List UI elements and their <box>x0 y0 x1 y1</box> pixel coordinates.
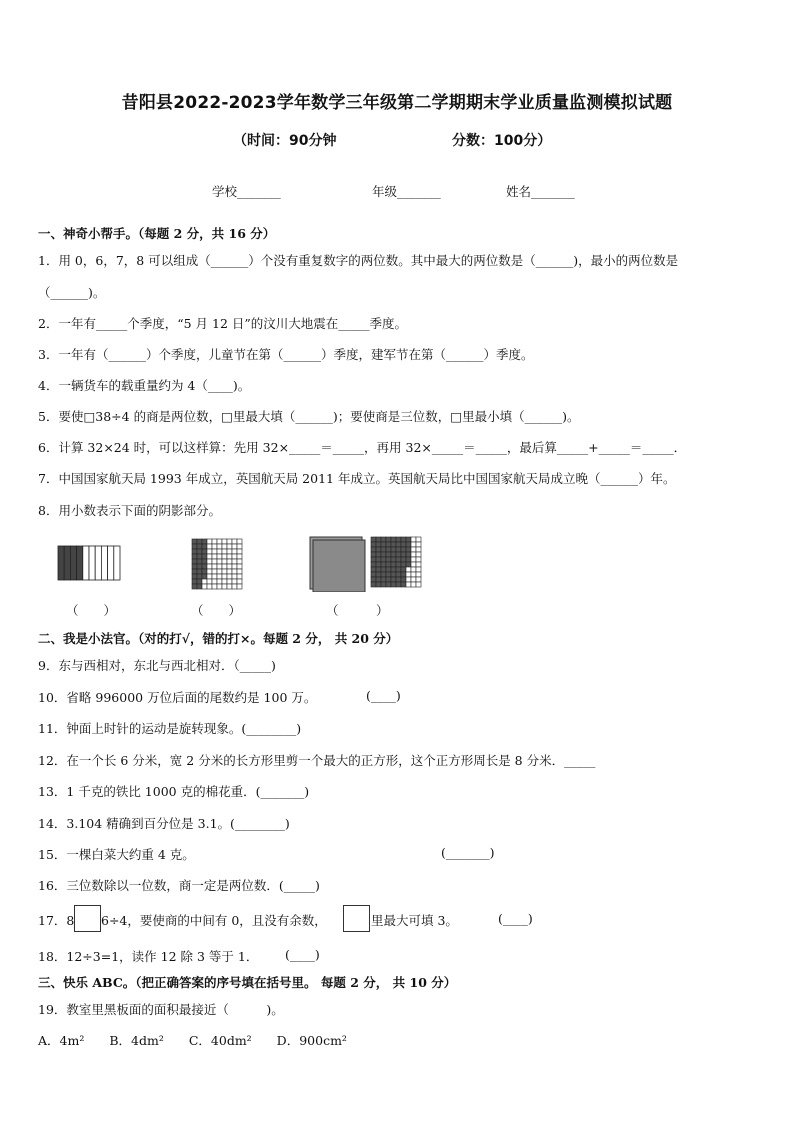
grid-cell <box>376 572 381 577</box>
question-13: 13．1 千克的铁比 1000 克的棉花重．(_______) <box>38 784 310 799</box>
grid-cell <box>197 569 202 574</box>
grid-cell <box>227 554 232 559</box>
grid-cell <box>396 567 401 572</box>
grid-cell <box>416 542 421 547</box>
grid-cell <box>391 582 396 587</box>
grid-cell <box>217 569 222 574</box>
strip-cell <box>70 546 76 580</box>
grid-cell <box>217 539 222 544</box>
grid-cell <box>406 542 411 547</box>
grid-cell <box>192 544 197 549</box>
grid-cell <box>232 544 237 549</box>
grid-cell <box>371 542 376 547</box>
grid-cell <box>197 579 202 584</box>
question-17-answer[interactable]: (____) <box>498 911 533 926</box>
grid-cell <box>192 559 197 564</box>
grid-cell <box>401 582 406 587</box>
grid-cell <box>411 567 416 572</box>
grid-cell <box>406 572 411 577</box>
grid-cell <box>391 567 396 572</box>
grid-cell <box>222 574 227 579</box>
school-field[interactable]: 学校_______ <box>212 184 281 199</box>
digit-box[interactable] <box>74 905 101 932</box>
grid-cell <box>222 584 227 589</box>
page-title: 昔阳县2022-2023学年数学三年级第二学期期末学业质量监测模拟试题 <box>121 93 673 113</box>
question-4: 4．一辆货车的载重量约为 4（____)。 <box>38 378 251 393</box>
strip-cell <box>114 546 120 580</box>
strip-cell <box>108 546 114 580</box>
question-17-part-c: 里最大可填 3。 <box>371 913 458 928</box>
grid-cell <box>396 547 401 552</box>
grid-cell <box>401 542 406 547</box>
grid-cell <box>416 537 421 542</box>
grid-cell <box>401 562 406 567</box>
grid-cell <box>411 537 416 542</box>
grid-cell <box>207 574 212 579</box>
grid-cell <box>237 544 242 549</box>
grid-cell <box>396 577 401 582</box>
grid-cell <box>401 557 406 562</box>
grid-cell <box>222 569 227 574</box>
grid-cell <box>416 577 421 582</box>
question-1-cont: （______)。 <box>38 285 106 300</box>
grid-cell <box>197 549 202 554</box>
grid-cell <box>406 562 411 567</box>
question-15: 15．一棵白菜大约重 4 克。 <box>38 847 195 862</box>
grid-cell <box>222 539 227 544</box>
grid-cell <box>396 562 401 567</box>
grid-cell <box>386 567 391 572</box>
grid-cell <box>381 582 386 587</box>
grid-cell <box>371 552 376 557</box>
grid-cell <box>371 577 376 582</box>
grid-cell <box>217 584 222 589</box>
figure-3-answer[interactable]: （ ） <box>326 603 389 618</box>
grid-cell <box>381 567 386 572</box>
grid-cell <box>376 582 381 587</box>
exam-time: （时间：90分钟 <box>233 133 337 149</box>
decimal-strip-figure <box>57 545 121 581</box>
grid-cell <box>386 562 391 567</box>
grid-cell <box>376 552 381 557</box>
question-9: 9．东与西相对，东北与西北相对．（_____) <box>38 658 276 673</box>
grid-cell <box>212 559 217 564</box>
question-6: 6．计算 32×24 时，可以这样算：先用 32×_____＝_____，再用 32×_____＝_____，最后算_____+_____＝_____． <box>38 440 687 455</box>
grid-cell <box>416 552 421 557</box>
question-19-options: A．4m² B．4dm² C．40dm² D．900cm² <box>38 1033 347 1048</box>
grid-cell <box>237 554 242 559</box>
grid-cell <box>406 547 411 552</box>
grid-cell <box>227 564 232 569</box>
grid-cell <box>222 554 227 559</box>
grid-cell <box>217 579 222 584</box>
strip-cell <box>77 546 83 580</box>
grid-cell <box>237 539 242 544</box>
question-17-part-a: 17．8 <box>38 913 75 928</box>
grid-cell <box>386 557 391 562</box>
grid-cell <box>227 549 232 554</box>
grid-cell <box>222 564 227 569</box>
strip-cell <box>83 546 89 580</box>
question-18: 18．12÷3=1，读作 12 除 3 等于 1． <box>38 949 259 964</box>
grid-cell <box>371 537 376 542</box>
grid-cell <box>381 577 386 582</box>
grid-cell <box>227 544 232 549</box>
grid-cell <box>217 544 222 549</box>
grid-cell <box>212 564 217 569</box>
grid-cell <box>202 584 207 589</box>
grid-cell <box>202 549 207 554</box>
grid-cell <box>202 539 207 544</box>
grid-cell <box>401 552 406 557</box>
grid-cell <box>381 537 386 542</box>
grid-cell <box>207 549 212 554</box>
question-14: 14．3.104 精确到百分位是 3.1。(________) <box>38 816 290 831</box>
grid-cell <box>396 572 401 577</box>
grid-cell <box>192 574 197 579</box>
grid-cell <box>391 547 396 552</box>
grid-cell <box>376 562 381 567</box>
grid-cell <box>217 559 222 564</box>
grid-cell <box>232 584 237 589</box>
grid-cell <box>237 579 242 584</box>
grid-cell <box>217 574 222 579</box>
grid-cell <box>371 572 376 577</box>
grid-cell <box>411 562 416 567</box>
section-3-heading: 三、快乐 ABC。（把正确答案的序号填在括号里。 每题 2 分， 共 10 分） <box>38 975 457 990</box>
name-field[interactable]: 姓名_______ <box>506 184 575 199</box>
grid-cell <box>232 559 237 564</box>
question-12: 12．在一个长 6 分米，宽 2 分米的长方形里剪一个最大的正方形，这个正方形周长是 8 分米．_____ <box>38 753 596 768</box>
grid-cell <box>207 569 212 574</box>
grid-cell <box>227 579 232 584</box>
grid-cell <box>386 542 391 547</box>
grid-cell <box>396 552 401 557</box>
grid-cell <box>386 537 391 542</box>
grid-cell <box>192 554 197 559</box>
figure-2-answer[interactable]: （ ） <box>191 603 242 618</box>
grid-cell <box>237 584 242 589</box>
grid-cell <box>391 577 396 582</box>
section-1-heading: 一、神奇小帮手。（每题 2 分，共 16 分） <box>38 226 276 241</box>
grid-cell <box>227 574 232 579</box>
grid-cell <box>391 552 396 557</box>
grid-cell <box>212 579 217 584</box>
grid-cell <box>207 539 212 544</box>
grid-cell <box>371 582 376 587</box>
grid-cell <box>381 547 386 552</box>
question-18-answer[interactable]: (____) <box>285 947 320 962</box>
grid-cell <box>401 547 406 552</box>
hundred-grid-figure <box>191 538 243 590</box>
grid-cell <box>396 557 401 562</box>
grid-cell <box>237 569 242 574</box>
grid-cell <box>237 549 242 554</box>
grid-cell <box>396 582 401 587</box>
grid-cell <box>192 564 197 569</box>
grid-cell <box>237 559 242 564</box>
question-10: 10．省略 996000 万位后面的尾数约是 100 万。 <box>38 690 317 705</box>
mixed-decimal-figure <box>309 536 423 592</box>
question-8: 8．用小数表示下面的阴影部分。 <box>38 503 221 518</box>
grid-cell <box>232 569 237 574</box>
grid-cell <box>396 537 401 542</box>
strip-cell <box>95 546 101 580</box>
digit-box-2[interactable] <box>343 905 370 932</box>
grid-cell <box>401 567 406 572</box>
grid-cell <box>411 582 416 587</box>
question-3: 3．一年有（______）个季度，儿童节在第（______）季度，建军节在第（______）季度。 <box>38 347 534 362</box>
grid-cell <box>381 557 386 562</box>
grid-cell <box>197 544 202 549</box>
grid-cell <box>207 554 212 559</box>
grid-cell <box>192 539 197 544</box>
grid-cell <box>212 569 217 574</box>
question-17-part-b: 6÷4，要使商的中间有 0，且没有余数， <box>101 913 327 928</box>
grid-cell <box>381 542 386 547</box>
question-16: 16．三位数除以一位数，商一定是两位数．(_____) <box>38 878 320 893</box>
strip-cell <box>101 546 107 580</box>
grid-cell <box>192 579 197 584</box>
grid-cell <box>381 552 386 557</box>
grid-cell <box>416 557 421 562</box>
grid-cell <box>416 547 421 552</box>
grid-cell <box>237 564 242 569</box>
whole-square <box>313 540 365 592</box>
grid-cell <box>227 559 232 564</box>
grid-cell <box>416 567 421 572</box>
grid-cell <box>217 549 222 554</box>
question-2: 2．一年有_____个季度，“5 月 12 日”的汶川大地震在_____季度。 <box>38 316 408 331</box>
grid-cell <box>212 554 217 559</box>
grid-cell <box>391 562 396 567</box>
grid-cell <box>202 554 207 559</box>
strip-cell <box>64 546 70 580</box>
grid-cell <box>227 584 232 589</box>
grid-cell <box>202 544 207 549</box>
grid-cell <box>401 537 406 542</box>
grid-cell <box>391 572 396 577</box>
grid-cell <box>406 537 411 542</box>
grid-cell <box>396 542 401 547</box>
question-10-answer[interactable]: (____) <box>366 688 401 703</box>
grid-cell <box>371 567 376 572</box>
grid-cell <box>197 584 202 589</box>
grid-cell <box>222 544 227 549</box>
grid-cell <box>391 537 396 542</box>
grid-cell <box>232 574 237 579</box>
figure-1-answer[interactable]: （ ） <box>66 603 117 618</box>
grid-cell <box>207 564 212 569</box>
grid-cell <box>232 554 237 559</box>
strip-cell <box>58 546 64 580</box>
grid-cell <box>411 557 416 562</box>
grid-cell <box>222 579 227 584</box>
grid-cell <box>197 559 202 564</box>
grid-cell <box>212 539 217 544</box>
grid-cell <box>411 542 416 547</box>
question-11: 11．钟面上时针的运动是旋转现象。(________) <box>38 721 302 736</box>
grid-cell <box>207 544 212 549</box>
grid-cell <box>376 567 381 572</box>
grid-cell <box>217 554 222 559</box>
grid-cell <box>371 547 376 552</box>
grid-cell <box>386 582 391 587</box>
grid-cell <box>371 557 376 562</box>
question-15-answer[interactable]: (_______) <box>441 845 495 860</box>
grid-cell <box>406 557 411 562</box>
grid-cell <box>376 557 381 562</box>
grid-cell <box>411 547 416 552</box>
grid-cell <box>202 559 207 564</box>
grid-cell <box>406 552 411 557</box>
grid-cell <box>232 539 237 544</box>
grid-cell <box>222 549 227 554</box>
grid-cell <box>401 572 406 577</box>
question-19: 19．教室里黑板面的面积最接近（ )。 <box>38 1002 284 1017</box>
grid-cell <box>386 577 391 582</box>
grid-cell <box>212 544 217 549</box>
grid-cell <box>416 572 421 577</box>
grid-cell <box>232 564 237 569</box>
grade-field[interactable]: 年级_______ <box>372 184 441 199</box>
grid-cell <box>406 577 411 582</box>
grid-cell <box>376 547 381 552</box>
grid-cell <box>192 569 197 574</box>
grid-cell <box>386 572 391 577</box>
grid-cell <box>197 539 202 544</box>
grid-cell <box>381 562 386 567</box>
question-1: 1．用 0，6，7，8 可以组成（______）个没有重复数字的两位数。其中最大的两位数是（______)，最小的两位数是 <box>38 253 679 268</box>
exam-score: 分数：100分） <box>452 133 552 149</box>
grid-cell <box>212 549 217 554</box>
grid-cell <box>202 564 207 569</box>
grid-cell <box>212 574 217 579</box>
grid-cell <box>197 554 202 559</box>
grid-cell <box>192 549 197 554</box>
grid-cell <box>376 577 381 582</box>
grid-cell <box>406 582 411 587</box>
grid-cell <box>376 537 381 542</box>
grid-cell <box>232 549 237 554</box>
grid-cell <box>212 584 217 589</box>
question-7: 7．中国国家航天局 1993 年成立，英国航天局 2011 年成立。英国航天局比中国国家航天局成立晚（______）年。 <box>38 471 676 486</box>
grid-cell <box>376 542 381 547</box>
grid-cell <box>416 582 421 587</box>
grid-cell <box>222 559 227 564</box>
section-2-heading: 二、我是小法官。（对的打√，错的打×。每题 2 分， 共 20 分） <box>38 631 399 646</box>
grid-cell <box>371 562 376 567</box>
grid-cell <box>192 584 197 589</box>
grid-cell <box>227 539 232 544</box>
grid-cell <box>232 579 237 584</box>
grid-cell <box>391 542 396 547</box>
grid-cell <box>411 577 416 582</box>
grid-cell <box>207 559 212 564</box>
grid-cell <box>386 547 391 552</box>
grid-cell <box>217 564 222 569</box>
grid-cell <box>197 574 202 579</box>
grid-cell <box>202 579 207 584</box>
grid-cell <box>381 572 386 577</box>
grid-cell <box>207 584 212 589</box>
grid-cell <box>391 557 396 562</box>
grid-cell <box>202 574 207 579</box>
grid-cell <box>411 552 416 557</box>
grid-cell <box>207 579 212 584</box>
grid-cell <box>197 564 202 569</box>
grid-cell <box>416 562 421 567</box>
strip-cell <box>89 546 95 580</box>
grid-cell <box>411 572 416 577</box>
grid-cell <box>401 577 406 582</box>
grid-cell <box>202 569 207 574</box>
grid-cell <box>227 569 232 574</box>
question-5: 5．要使□38÷4 的商是两位数，□里最大填（______)；要使商是三位数，□里最小填（______)。 <box>38 409 580 424</box>
grid-cell <box>386 552 391 557</box>
grid-cell <box>406 567 411 572</box>
grid-cell <box>237 574 242 579</box>
